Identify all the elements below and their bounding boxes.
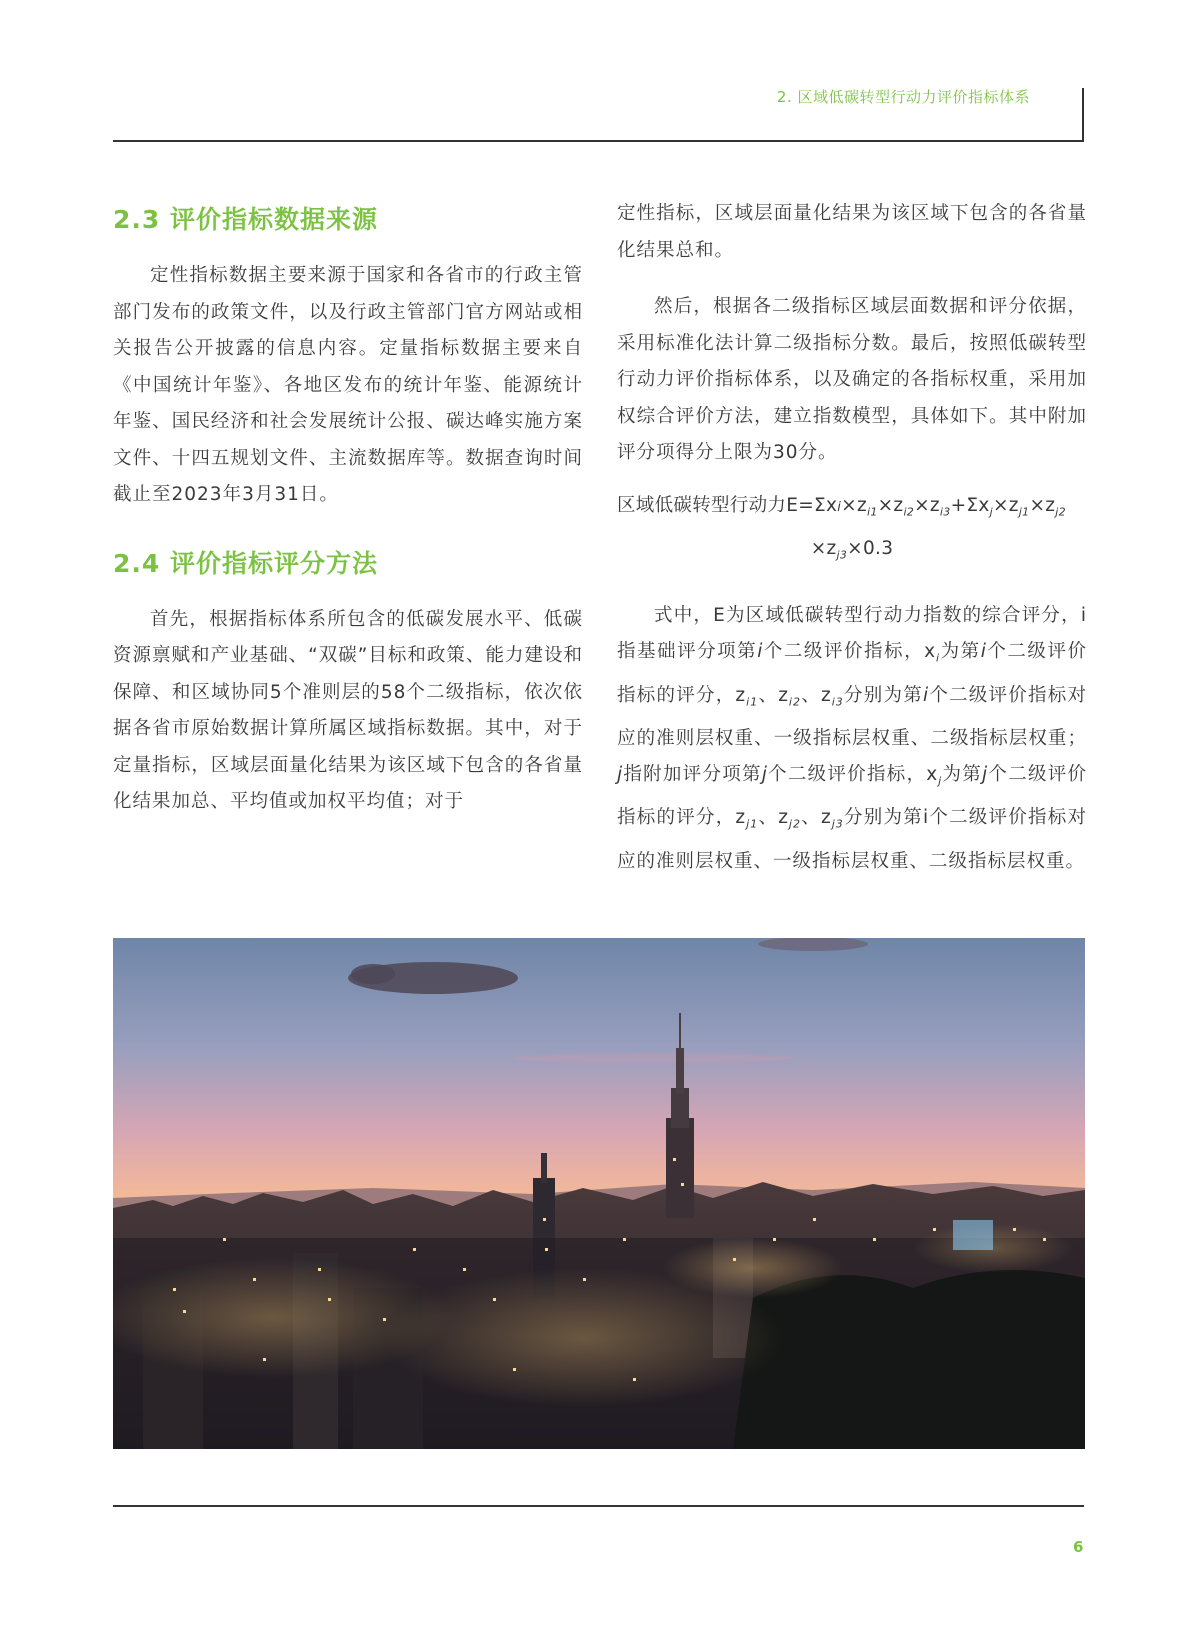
left-column: [113, 200, 583, 821]
header-vertical-rule: [1082, 88, 1084, 142]
paragraph-then: 然后，根据各二级指标区域层面数据和评分依据，采用标准化法计算二级指标分数。最后，按照低碳转型行动力评价指标体系，以及确定的各指标权重，采用加权综合评价方法，建立指数模型，具体如下。其中附加评分项得分上限为30分。: [617, 296, 1087, 463]
page-number: 6: [1073, 1538, 1084, 1556]
city-skyline-photo: [113, 938, 1085, 1449]
paragraph-scoring-method: 首先，根据指标体系所包含的低碳发展水平、低碳资源禀赋和产业基础、“双碳”目标和政策、能力建设和保障、和区域协同5个准则层的58个二级指标，依次依据各省市原始数据计算所属区域指标数据。其中，对于定量指标，区域层面量化结果为该区域下包含的各省量化结果加总、平均值或加权平均值；对于: [113, 608, 583, 812]
paragraph-formula-explanation: 式中，E为区域低碳转型行动力指数的综合评分，i指基础评分项第i个二级评价指标，$x_i$为第i个二级评价指标的评分，$z_{i1}$、$z_{i2}$、$z_{i3}$分别为第i个二级评价指标对应的准则层权重、一级指标层权重、二级指标层权重；j指附加评分项第j个二级评价指标，$x_j$为第j个二级评价指标的评分，$z_{j1}$、$z_{j2}$、$z_{j3}$分别为第i个二级评价指标对应的准则层权重、一级指标层权重、二级指标层权重。: [617, 604, 1088, 872]
header-horizontal-rule: [113, 140, 1084, 142]
section-heading-2-4: 2.4 评价指标评分方法: [113, 548, 378, 578]
index-formula: 区域低碳转型行动力$E=\Sigma xi\times z_{i1}\times z_{i2}\times z_{i3}+\Sigma x_j\times z_{j1}\times z_{j2}$ $\times z_{j3}\times 0.3$: [617, 494, 1066, 562]
footer-rule: [113, 1505, 1084, 1507]
paragraph-data-sources: 定性指标数据主要来源于国家和各省市的行政主管部门发布的政策文件，以及行政主管部门官方网站或相关报告公开披露的信息内容。定量指标数据主要来自《中国统计年鉴》、各地区发布的统计年鉴、能源统计年鉴、国民经济和社会发展统计公报、碳达峰实施方案文件、十四五规划文件、主流数据库等。数据查询时间截止至2023年3月31日。: [113, 265, 583, 505]
section-heading-2-3: 2.3 评价指标数据来源: [113, 205, 378, 234]
formula-prefix: 区域低碳转型行动力E=Σx: [617, 494, 838, 516]
formula-tail: ×0.3: [847, 537, 894, 559]
paragraph-continuation: 定性指标，区域层面量化结果为该区域下包含的各省量化结果总和。: [617, 203, 1087, 261]
running-header-title: 2. 区域低碳转型行动力评价指标体系: [776, 88, 1030, 106]
right-column: [617, 196, 1087, 880]
